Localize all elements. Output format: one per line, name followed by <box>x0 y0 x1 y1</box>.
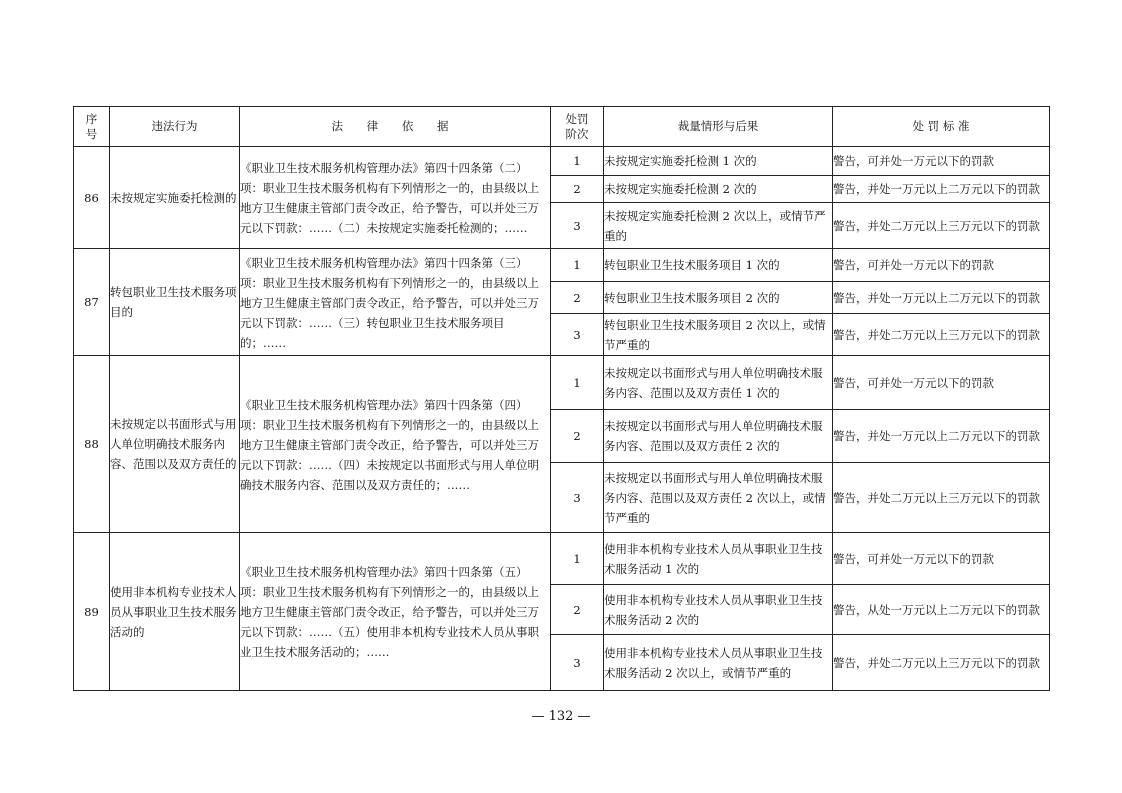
circumstance: 未按规定实施委托检测 1 次的 <box>604 147 833 176</box>
penalty-tier: 1 <box>551 356 604 410</box>
penalty-standard: 警告，并处二万元以上三万元以下的罚款 <box>833 203 1050 249</box>
penalty-standard: 警告，并处二万元以上三万元以下的罚款 <box>833 463 1050 533</box>
circumstance: 未按规定实施委托检测 2 次的 <box>604 176 833 203</box>
penalty-tier: 3 <box>551 203 604 249</box>
header-basis: 法 律 依 据 <box>240 107 551 147</box>
table-row <box>74 533 1050 585</box>
penalty-table <box>73 106 1050 691</box>
page-number: — 132 — <box>531 709 591 724</box>
violation-act: 转包职业卫生技术服务项目的 <box>110 249 240 356</box>
penalty-tier: 3 <box>551 635 604 691</box>
penalty-standard: 警告，并处二万元以上三万元以下的罚款 <box>833 635 1050 691</box>
row-number: 86 <box>74 147 110 249</box>
penalty-standard: 警告，并处一万元以上二万元以下的罚款 <box>833 282 1050 314</box>
legal-basis: 《职业卫生技术服务机构管理办法》第四十四条第（三）项：职业卫生技术服务机构有下列情形之一的，由县级以上地方卫生健康主管部门责令改正，给予警告，可以并处三万元以下罚款：……（三）转包职业卫生技术服务项目的；…… <box>240 249 551 356</box>
legal-basis: 《职业卫生技术服务机构管理办法》第四十四条第（五）项：职业卫生技术服务机构有下列情形之一的，由县级以上地方卫生健康主管部门责令改正，给予警告，可以并处三万元以下罚款：……（五）使用非本机构专业技术人员从事职业卫生技术服务活动的；…… <box>240 533 551 691</box>
penalty-tier: 2 <box>551 410 604 463</box>
penalty-tier: 1 <box>551 147 604 176</box>
violation-act: 未按规定以书面形式与用人单位明确技术服务内容、范围以及双方责任的 <box>110 356 240 533</box>
circumstance: 未按规定以书面形式与用人单位明确技术服务内容、范围以及双方责任 1 次的 <box>604 356 833 410</box>
circumstance: 转包职业卫生技术服务项目 2 次的 <box>604 282 833 314</box>
penalty-standard: 警告，可并处一万元以下的罚款 <box>833 249 1050 282</box>
table-row <box>74 356 1050 410</box>
legal-basis: 《职业卫生技术服务机构管理办法》第四十四条第（二）项：职业卫生技术服务机构有下列情形之一的，由县级以上地方卫生健康主管部门责令改正，给予警告，可以并处三万元以下罚款：……（二）未按规定实施委托检测的；…… <box>240 147 551 249</box>
circumstance: 未按规定实施委托检测 2 次以上，或情节严重的 <box>604 203 833 249</box>
penalty-tier: 3 <box>551 314 604 356</box>
row-number: 88 <box>74 356 110 533</box>
penalty-tier: 2 <box>551 282 604 314</box>
legal-basis: 《职业卫生技术服务机构管理办法》第四十四条第（四）项：职业卫生技术服务机构有下列情形之一的，由县级以上地方卫生健康主管部门责令改正，给予警告，可以并处三万元以下罚款：……（四）未按规定以书面形式与用人单位明确技术服务内容、范围以及双方责任的；…… <box>240 356 551 533</box>
header-standard: 处 罚 标 准 <box>833 107 1050 147</box>
header-row <box>74 107 1050 147</box>
penalty-standard: 警告，从处一万元以上二万元以下的罚款 <box>833 585 1050 635</box>
penalty-tier: 1 <box>551 533 604 585</box>
circumstance: 未按规定以书面形式与用人单位明确技术服务内容、范围以及双方责任 2 次的 <box>604 410 833 463</box>
circumstance: 使用非本机构专业技术人员从事职业卫生技术服务活动 2 次以上，或情节严重的 <box>604 635 833 691</box>
circumstance: 使用非本机构专业技术人员从事职业卫生技术服务活动 1 次的 <box>604 533 833 585</box>
violation-act: 未按规定实施委托检测的 <box>110 147 240 249</box>
table-row <box>74 249 1050 282</box>
circumstance: 转包职业卫生技术服务项目 1 次的 <box>604 249 833 282</box>
row-number: 89 <box>74 533 110 691</box>
penalty-tier: 3 <box>551 463 604 533</box>
table-row <box>74 147 1050 176</box>
header-circumstances: 裁量情形与后果 <box>604 107 833 147</box>
penalty-tier: 1 <box>551 249 604 282</box>
circumstance: 转包职业卫生技术服务项目 2 次以上，或情节严重的 <box>604 314 833 356</box>
penalty-standard: 警告，可并处一万元以下的罚款 <box>833 147 1050 176</box>
header-tier: 处罚 阶次 <box>551 107 604 147</box>
circumstance: 未按规定以书面形式与用人单位明确技术服务内容、范围以及双方责任 2 次以上，或情节严重的 <box>604 463 833 533</box>
penalty-standard: 警告，可并处一万元以下的罚款 <box>833 533 1050 585</box>
penalty-tier: 2 <box>551 176 604 203</box>
header-act: 违法行为 <box>110 107 240 147</box>
header-no: 序 号 <box>74 107 110 147</box>
penalty-standard: 警告，并处一万元以上二万元以下的罚款 <box>833 410 1050 463</box>
violation-act: 使用非本机构专业技术人员从事职业卫生技术服务活动的 <box>110 533 240 691</box>
row-number: 87 <box>74 249 110 356</box>
penalty-standard: 警告，并处二万元以上三万元以下的罚款 <box>833 314 1050 356</box>
penalty-tier: 2 <box>551 585 604 635</box>
circumstance: 使用非本机构专业技术人员从事职业卫生技术服务活动 2 次的 <box>604 585 833 635</box>
penalty-standard: 警告，并处一万元以上二万元以下的罚款 <box>833 176 1050 203</box>
penalty-standard: 警告，可并处一万元以下的罚款 <box>833 356 1050 410</box>
